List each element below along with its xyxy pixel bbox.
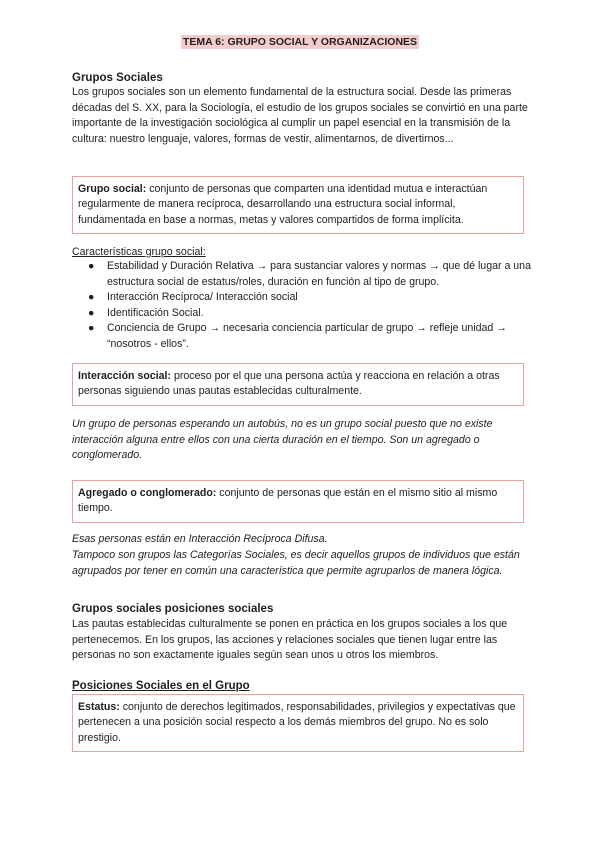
definition-interaccion-social: proceso por el que una persona actúa y reacciona en relación a otras personas siguiendo unas pautas establecidas culturalmente. (78, 370, 500, 398)
definition-box-estatus (72, 694, 524, 752)
list-item: ● Conciencia de Grupo → necesaria conciencia particular de grupo → refleje unidad → “nosotros - ellos”. (88, 322, 507, 350)
paragraph-grupos-sociales: Los grupos sociales son un elemento fundamental de la estructura social. Desde las primeras décadas del S. XX, para la Sociología, el estudio de los grupos sociales se convirtió en una parte importante de la investigación sociológica al cumplir un papel esencial en la transmisión de la cultura: nuestro lenguaje, valores, formas de vestir, alimentarnos, de divertirnos... (72, 86, 528, 145)
bullet-icon: ● (88, 322, 95, 335)
document-title-text: TEMA 6: GRUPO SOCIAL Y ORGANIZACIONES (182, 36, 418, 48)
bullet-icon: ● (88, 291, 95, 304)
paragraph-posiciones-sociales: Las pautas establecidas culturalmente se ponen en práctica en los grupos sociales a los que pertenecemos. En los grupos, las acciones y relaciones sociales que tienen lugar entre las personas no son exactamente iguales según sean unos u otros los miembros. (72, 618, 508, 662)
characteristics-list (72, 259, 532, 353)
italic-note-interaccion-difusa: Esas personas están en Interacción Recíproca Difusa. (72, 533, 328, 545)
list-item: ● Estabilidad y Duración Relativa → para sustanciar valores y normas → que dé lugar a una estructura social de estatus/roles, duración en función al tipo de grupo. (88, 260, 531, 288)
definition-estatus: conjunto de derechos legitimados, responsabilidades, privilegios y expectativas que pertenecen a una posición social respecto a los demás miembros del grupo. No es solo prestigio. (78, 701, 516, 744)
definition-box-grupo-social (72, 176, 524, 234)
term-agregado: Agregado o conglomerado: (78, 487, 217, 499)
bullet-icon: ● (88, 306, 95, 319)
heading-posiciones-sociales: Grupos sociales posiciones sociales (72, 603, 274, 615)
term-estatus: Estatus: (78, 701, 120, 713)
bullet-icon: ● (88, 260, 95, 272)
list-item: ● Identificación Social. (72, 306, 532, 322)
italic-note-agregado: Un grupo de personas esperando un autobús, no es un grupo social puesto que no existe interacción alguna entre ellos con una cierta duración en el tiempo. Son un agregado o conglomerado. (72, 418, 493, 462)
term-interaccion-social: Interacción social: (78, 370, 172, 382)
heading-posiciones-grupo: Posiciones Sociales en el Grupo (72, 680, 250, 692)
list-item: ● Interacción Recíproca/ Interacción social (72, 290, 532, 306)
term-grupo-social: Grupo social: (78, 183, 147, 195)
definition-box-interaccion-social (72, 363, 524, 406)
document-title (0, 36, 600, 48)
heading-caracteristicas: Características grupo social: (72, 246, 206, 258)
definition-agregado: conjunto de personas que están en el mismo sitio al mismo tiempo. (78, 487, 498, 515)
definition-box-agregado (72, 480, 524, 523)
definition-grupo-social: conjunto de personas que comparten una identidad mutua e interactúan regularmente de manera recíproca, desarrollando una estructura social informal, fundamentada en base a normas, metas y valores compartidos de forma implícita. (78, 183, 488, 226)
heading-grupos-sociales: Grupos Sociales (72, 72, 163, 84)
italic-note-categorias-sociales: Tampoco son grupos las Categorías Sociales, es decir aquellos grupos de individuos que están agrupados por tener en común una característica que permite agruparlos de manera lógica. (72, 549, 520, 577)
